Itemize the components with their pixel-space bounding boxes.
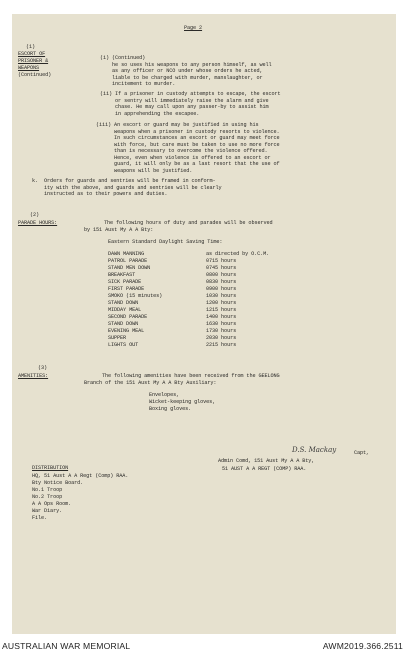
heading-line: WEAPONS — [18, 65, 40, 71]
text-line: weapons will be justified. — [96, 167, 193, 174]
schedule-item: EVENING MEAL — [108, 328, 145, 334]
schedule-item: STAND DOWN — [108, 321, 139, 327]
text-line: or sentry will immediately raise the alarm and give — [100, 97, 269, 104]
schedule-item: FIRST PARADE — [108, 286, 145, 292]
amenity-item: Boxing gloves. — [149, 406, 192, 412]
schedule-item: STAND DOWN — [108, 300, 139, 306]
schedule-time: as directed by O.C.M. — [206, 251, 270, 257]
distribution-item: HQ, 51 Aust A A Regt (Comp) RAA. — [32, 473, 129, 479]
amenity-item: Envelopes, — [149, 392, 180, 398]
text-line: as any officer or NCO under whose orders he acted, — [100, 68, 263, 74]
section-2-number: (2) — [30, 212, 40, 218]
signature-line: Admin Comd, 151 Aust My A A Bty, — [218, 458, 315, 464]
text-line: chase. He may call upon any passer-by to assist him — [100, 104, 269, 110]
handwritten-signature: D.S. Mackay — [292, 446, 337, 454]
schedule-item: STAND MEN DOWN — [108, 265, 151, 271]
signature-rank: Capt, — [354, 450, 370, 456]
schedule-item: SICK PARADE — [108, 279, 142, 285]
distribution-item: A A Ops Room. — [32, 501, 72, 507]
text-line: ity with the above, and guards and sentries will be clearly — [32, 184, 222, 191]
schedule-time: 1200 hours — [206, 300, 237, 306]
section-3-heading: AMENITIES: — [18, 373, 49, 379]
distribution-item: No.2 Troop — [32, 494, 63, 500]
schedule-subtitle: Eastern Standard Daylight Saving Time: — [108, 239, 223, 245]
section-2-heading: PARADE HOURS: — [18, 220, 58, 226]
schedule-item: PATROL PARADE — [108, 258, 148, 264]
schedule-item: LIGHTS OUT — [108, 342, 139, 348]
text-line: guard, it will only be as a last resort that the use of — [96, 161, 280, 167]
footer-accession-number: AWM2019.366.2511 — [322, 641, 403, 651]
schedule-time: 0900 hours — [206, 286, 237, 292]
section-1-number: (1) — [26, 44, 36, 50]
section-3-number: (3) — [38, 365, 48, 371]
schedule-time: 2215 hours — [206, 342, 237, 348]
heading-line: ESCORT OF — [18, 51, 46, 57]
text-line: in apprehending the escapee. — [100, 110, 200, 117]
text-line: weapons when a prisoner in custody resorts to violence. — [96, 128, 280, 135]
text-line: he so uses his weapons to any person himself, as well — [100, 61, 272, 68]
schedule-item: SUPPER — [108, 335, 127, 341]
schedule-time: 0745 hours — [206, 265, 237, 271]
heading-line: (Continued) — [18, 72, 52, 78]
section-3-intro-line: The following amenities have been received from the GEELONG — [102, 373, 280, 379]
signature-line: 51 AUST A A REGT (COMP) RAA. — [222, 466, 307, 472]
parade-schedule — [108, 251, 338, 351]
schedule-time: 1630 hours — [206, 321, 237, 327]
section-2-intro-line: The following hours of duty and parades will be observed — [104, 220, 273, 226]
heading-line: PRISONER & — [18, 58, 49, 64]
distribution-item: Bty Notice Board. — [32, 480, 84, 486]
schedule-time: 1400 hours — [206, 314, 237, 320]
schedule-time: 1215 hours — [206, 307, 237, 313]
schedule-item: SECOND PARADE — [108, 314, 148, 320]
text-line: (i) (Continued) — [100, 55, 146, 61]
schedule-time: 1730 hours — [206, 328, 237, 334]
text-line: k. Orders for guards and sentries will be framed in conform- — [32, 178, 216, 184]
document-page — [12, 14, 396, 634]
text-line: incitement to murder. — [100, 81, 176, 87]
amenity-item: Wicket-keeping gloves, — [149, 399, 216, 405]
schedule-item: BREAKFAST — [108, 272, 136, 278]
schedule-time: 2030 hours — [206, 335, 237, 341]
distribution-item: No.1 Troop — [32, 487, 63, 493]
text-line: than is necessary to overcome the violence offered. — [96, 148, 268, 154]
section-2-intro-line: by 151 Aust My A A Bty: — [84, 227, 154, 233]
text-line: (iii) An escort or guard may be justified in using his — [96, 122, 259, 128]
text-line: with force, but care must be taken to use no more force — [96, 141, 280, 148]
schedule-item: MIDDAY MEAL — [108, 307, 142, 313]
schedule-item: SMOKO (15 minutes) — [108, 293, 163, 299]
schedule-time: 0715 hours — [206, 258, 237, 264]
text-line: instructed as to their powers and duties. — [32, 191, 168, 197]
schedule-time: 0800 hours — [206, 272, 237, 278]
section-3-intro-line: Branch of the 151 Aust My A A Bty Auxiliary: — [84, 380, 217, 386]
schedule-time: 1030 hours — [206, 293, 237, 299]
page-header: Page 2 — [184, 25, 203, 31]
schedule-item: DAWN MANNING — [108, 251, 145, 257]
footer-institution: AUSTRALIAN WAR MEMORIAL — [2, 641, 131, 651]
text-line: liable to be charged with murder, manslaughter, or — [100, 74, 263, 81]
schedule-time: 0830 hours — [206, 279, 237, 285]
distribution-heading: DISTRIBUTION — [32, 465, 69, 471]
distribution-item: War Diary. — [32, 508, 63, 514]
text-line: Hence, even when violence is offered to an escort or — [96, 154, 271, 161]
text-line: (ii) If a prisoner in custody attempts to escape, the escort — [100, 91, 281, 97]
text-line: In such circumstances an escort or guard may meet force — [96, 135, 280, 141]
distribution-item: File. — [32, 515, 48, 521]
